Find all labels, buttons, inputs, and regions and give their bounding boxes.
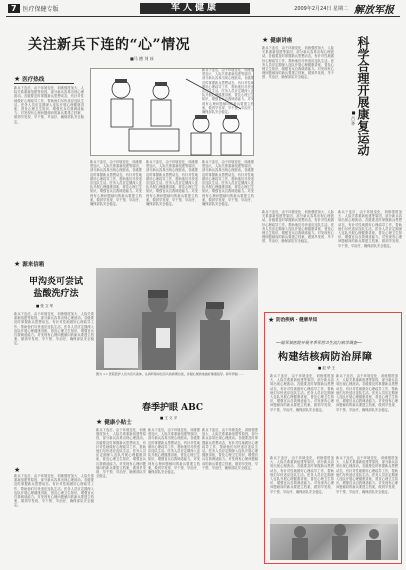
page-header: [0, 0, 406, 16]
star-icon: ★: [96, 418, 103, 426]
body-text-bottom-col2: 新兵下连后，由于环境变化、训练强度加大、人际关系重新组建等原因，部分新兵容易出现心理波动。各级要及时掌握新兵思想动态，有针对性地做好心理疏导工作，帮助他们尽快适应连队生活。医务人员应定期深入连队开展心理健康讲座，普及心理卫生知识，增强官兵自我调适能力。对发现有心理问题倾向的新兵要建立档案，做到早发现、早干预、早治疗，确保部队安全稳定。: [148, 428, 200, 475]
section-heading-lecture: ★ 健康讲座: [262, 36, 293, 44]
body-text-box-col3: 新兵下连后，由于环境变化、训练强度加大、人际关系重新组建等原因，部分新兵容易出现心理波动。各级要及时掌握新兵思想动态，有针对性地做好心理疏导工作，帮助他们尽快适应连队生活。医务人员应定期深入连队开展心理健康讲座，普及心理卫生知识，增强官兵自我调适能力。对发现有心理问题倾向的新兵要建立档案，做到早发现、早干预、早治疗，确保部队安全稳定。: [270, 456, 334, 494]
body-text-col1: 新兵下连后，由于环境变化、训练强度加大、人际关系重新组建等原因，部分新兵容易出现心理波动。各级要及时掌握新兵思想动态，有针对性地做好心理疏导工作，帮助他们尽快适应连队生活。医务人员应定期深入连队开展心理健康讲座，普及心理卫生知识，增强官兵自我调适能力。对发现有心理问题倾向的新兵要建立档案，做到早发现、早干预、早治疗，确保部队安全稳定。: [14, 86, 84, 124]
box-photo: [270, 518, 398, 560]
section-heading-tips: ★ 健康小贴士: [96, 418, 132, 426]
header-rule: [6, 16, 400, 17]
left-article-byline: ■ 张 文 军: [36, 304, 54, 308]
body-text-left2: 新兵下连后，由于环境变化、训练强度加大、人际关系重新组建等原因，部分新兵容易出现心理波动。各级要及时掌握新兵思想动态，有针对性地做好心理疏导工作，帮助他们尽快适应连队生活。医务人员应定期深入连队开展心理健康讲座，普及心理卫生知识，增强官兵自我调适能力。对发现有心理问题倾向的新兵要建立档案，做到早发现、早干预、早治疗，确保部队安全稳定。: [14, 312, 94, 346]
star-icon: ★: [14, 75, 21, 83]
page-label: [8, 4, 59, 13]
body-text-bottom-col1: 新兵下连后，由于环境变化、训练强度加大、人际关系重新组建等原因，部分新兵容易出现心理波动。各级要及时掌握新兵思想动态，有针对性地做好心理疏导工作，帮助他们尽快适应连队生活。医务人员应定期深入连队开展心理健康讲座，普及心理卫生知识，增强官兵自我调适能力。对发现有心理问题倾向的新兵要建立档案，做到早发现、早干预、早治疗，确保部队安全稳定。: [96, 428, 146, 479]
body-text-right-col2: 新兵下连后，由于环境变化、训练强度加大、人际关系重新组建等原因，部分新兵容易出现心理波动。各级要及时掌握新兵思想动态，有针对性地做好心理疏导工作，帮助他们尽快适应连队生活。医务人员应定期深入连队开展心理健康讲座，普及心理卫生知识，增强官兵自我调适能力。对发现有心理问题倾向的新兵要建立档案，做到早发现、早干预、早治疗，确保部队安全稳定。: [262, 210, 334, 244]
star-icon: ★: [14, 260, 21, 268]
body-text-col3: 新兵下连后，由于环境变化、训练强度加大、人际关系重新组建等原因，部分新兵容易出现心理波动。各级要及时掌握新兵思想动态，有针对性地做好心理疏导工作，帮助他们尽快适应连队生活。医务人员应定期深入连队开展心理健康讲座，普及心理卫生知识，增强官兵自我调适能力。对发现有心理问题倾向的新兵要建立档案，做到早发现、早干预、早治疗，确保部队安全稳定。: [146, 160, 198, 207]
section-heading-box: ★ 防治疾病 · 健康早知: [268, 316, 318, 324]
box-article-byline: ■ 赵 华 王: [318, 366, 336, 370]
box-article-title: 构建结核病防治屏障: [278, 352, 373, 363]
section-heading-source: ★ 源来信箱: [14, 260, 45, 268]
body-text-col2: 新兵下连后，由于环境变化、训练强度加大、人际关系重新组建等原因，部分新兵容易出现心理波动。各级要及时掌握新兵思想动态，有针对性地做好心理疏导工作，帮助他们尽快适应连队生活。医务人员应定期深入连队开展心理健康讲座，普及心理卫生知识，增强官兵自我调适能力。对发现有心理问题倾向的新兵要建立档案，做到早发现、早干预、早治疗，确保部队安全稳定。: [90, 160, 142, 207]
left-article-title: 甲沟炎可尝试 盐酸洗疗法: [28, 277, 83, 299]
page-label-text: 医疗保健专版: [22, 6, 59, 13]
right-article-byline: ■ 吕 华: [351, 110, 356, 126]
page-number: 7: [8, 4, 20, 13]
body-text-right-col3: 新兵下连后，由于环境变化、训练强度加大、人际关系重新组建等原因，部分新兵容易出现心理波动。各级要及时掌握新兵思想动态，有针对性地做好心理疏导工作，帮助他们尽快适应连队生活。医务人员应定期深入连队开展心理健康讲座，普及心理卫生知识，增强官兵自我调适能力。对发现有心理问题倾向的新兵要建立档案，做到早发现、早干预、早治疗，确保部队安全稳定。: [338, 210, 402, 248]
body-text-box-col2: 新兵下连后，由于环境变化、训练强度加大、人际关系重新组建等原因，部分新兵容易出现心理波动。各级要及时掌握新兵思想动态，有针对性地做好心理疏导工作，帮助他们尽快适应连队生活。医务人员应定期深入连队开展心理健康讲座，普及心理卫生知识，增强官兵自我调适能力。对发现有心理问题倾向的新兵要建立档案，做到早发现、早干预、早治疗，确保部队安全稳定。: [336, 374, 398, 412]
bottom-article-title: 春季护眼 ABC: [142, 403, 204, 413]
body-text-left3: 新兵下连后，由于环境变化、训练强度加大、人际关系重新组建等原因，部分新兵容易出现心理波动。各级要及时掌握新兵思想动态，有针对性地做好心理疏导工作，帮助他们尽快适应连队生活。医务人员应定期深入连队开展心理健康讲座，普及心理卫生知识，增强官兵自我调适能力。对发现有心理问题倾向的新兵要建立档案，做到早发现、早干预、早治疗，确保部队安全稳定。: [14, 474, 94, 508]
star-icon: ★: [262, 36, 269, 44]
right-article-title: 科学合理开展康复运动: [356, 36, 370, 156]
main-article-title: 关注新兵下连的“心”情况: [28, 37, 191, 53]
main-photo: [96, 268, 258, 370]
star-icon: ★: [14, 466, 21, 474]
body-text-col4-top: 新兵下连后，由于环境变化、训练强度加大、人际关系重新组建等原因，部分新兵容易出现心理波动。各级要及时掌握新兵思想动态，有针对性地做好心理疏导工作，帮助他们尽快适应连队生活。医务人员应定期深入连队开展心理健康讲座，普及心理卫生知识，增强官兵自我调适能力。对发现有心理问题倾向的新兵要建立档案，做到早发现、早干预、早治疗，确保部队安全稳定。: [202, 68, 254, 115]
box-article-subtitle: ──陆军某医院开展冬季军营卫生流行病学调查──: [276, 340, 362, 345]
body-text-col4: 新兵下连后，由于环境变化、训练强度加大、人际关系重新组建等原因，部分新兵容易出现心理波动。各级要及时掌握新兵思想动态，有针对性地做好心理疏导工作，帮助他们尽快适应连队生活。医务人员应定期深入连队开展心理健康讲座，普及心理卫生知识，增强官兵自我调适能力。对发现有心理问题倾向的新兵要建立档案，做到早发现、早干预、早治疗，确保部队安全稳定。: [202, 160, 254, 207]
body-text-box-col4: 新兵下连后，由于环境变化、训练强度加大、人际关系重新组建等原因，部分新兵容易出现心理波动。各级要及时掌握新兵思想动态，有针对性地做好心理疏导工作，帮助他们尽快适应连队生活。医务人员应定期深入连队开展心理健康讲座，普及心理卫生知识，增强官兵自我调适能力。对发现有心理问题倾向的新兵要建立档案，做到早发现、早干预、早治疗，确保部队安全稳定。: [336, 456, 398, 494]
divider: [14, 83, 74, 84]
bottom-article-byline: ■ 王 义 平: [160, 416, 178, 420]
main-photo-caption: 图为 ×× 医院医护人员为官兵查体，认真听取每位官兵的病情自述，并耐心细致地做好健康指导。新年伊始……: [96, 372, 244, 376]
issue-date: 2009年2月24日 星期二: [294, 6, 348, 12]
newspaper-logo: 解放军报: [354, 5, 394, 16]
star-icon: ★: [268, 316, 275, 324]
section-heading-small: [14, 466, 20, 474]
body-text-right-col1: 新兵下连后，由于环境变化、训练强度加大、人际关系重新组建等原因，部分新兵容易出现心理波动。各级要及时掌握新兵思想动态，有针对性地做好心理疏导工作，帮助他们尽快适应连队生活。医务人员应定期深入连队开展心理健康讲座，普及心理卫生知识，增强官兵自我调适能力。对发现有心理问题倾向的新兵要建立档案，做到早发现、早干预、早治疗，确保部队安全稳定。: [262, 46, 334, 80]
body-text-bottom-col3: 新兵下连后，由于环境变化、训练强度加大、人际关系重新组建等原因，部分新兵容易出现心理波动。各级要及时掌握新兵思想动态，有针对性地做好心理疏导工作，帮助他们尽快适应连队生活。医务人员应定期深入连队开展心理健康讲座，普及心理卫生知识，增强官兵自我调适能力。对发现有心理问题倾向的新兵要建立档案，做到早发现、早干预、早治疗，确保部队安全稳定。: [202, 428, 258, 470]
section-title: 军人健康: [140, 3, 250, 14]
main-article-byline: ■马 德 刘 冰: [130, 56, 154, 61]
body-text-box-col1: 新兵下连后，由于环境变化、训练强度加大、人际关系重新组建等原因，部分新兵容易出现心理波动。各级要及时掌握新兵思想动态，有针对性地做好心理疏导工作，帮助他们尽快适应连队生活。医务人员应定期深入连队开展心理健康讲座，普及心理卫生知识，增强官兵自我调适能力。对发现有心理问题倾向的新兵要建立档案，做到早发现、早干预、早治疗，确保部队安全稳定。: [270, 374, 334, 412]
section-heading-hotline: ★ 医疗热线: [14, 75, 45, 83]
